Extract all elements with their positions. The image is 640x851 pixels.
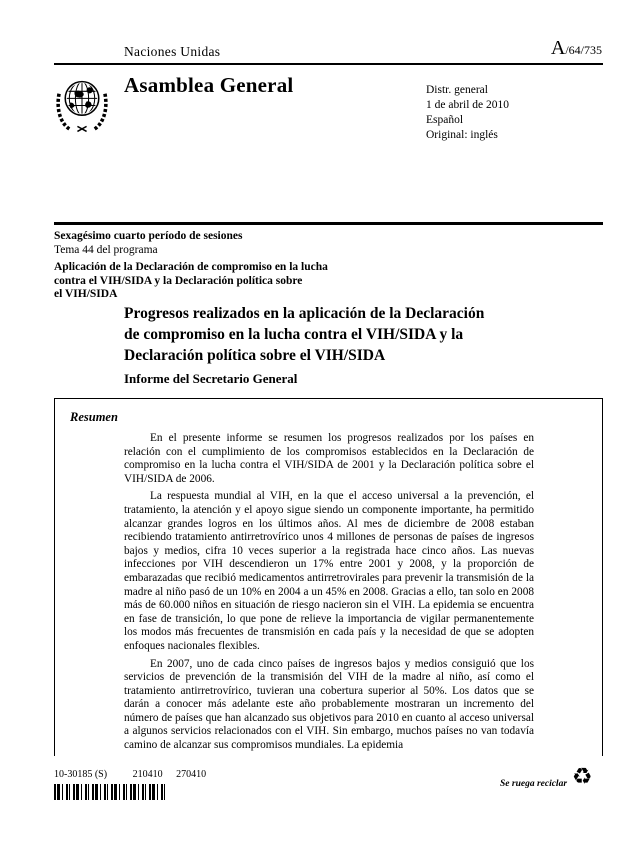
session-rule [54,222,603,225]
barcode [54,784,166,800]
distr-line: Original: inglés [426,129,498,141]
session-number: Sexagésimo cuarto período de sesiones [54,230,243,242]
org-name: Naciones Unidas [124,44,221,59]
session-info [54,230,414,302]
distr-line: Español [426,114,464,126]
assembly-title: Asamblea General [124,73,294,97]
summary-paragraph: En 2007, uno de cada cinco países de ingresos bajos y medios consiguió que los servicios de prevención de la transmisión del VIH de la madre al niño, así como el tratamiento antirretrovírico, tuvieran una cobertura superior al 50%. Los datos que se darán a conocer más adelante este año probablemente mostraran un incremento del número de países que han alcanzado sus objetivos para 2010 en cuanto al acceso universal a algunos servicios relacionados con el VIH. Sin embargo, muchos países no van todavía camino de alcanzar sus compromisos mundiales. La epidemia [124,657,534,752]
distribution-info [426,83,509,143]
un-emblem-icon [55,72,109,134]
report-title-line: Progresos realizados en la aplicación de la Declaración [124,305,485,322]
footer-date-code: 210410 [132,769,163,780]
document-symbol-number: /64/735 [565,43,602,57]
summary-paragraph: La respuesta mundial al VIH, en la que el acceso universal a la prevención, el tratamiento, la atención y el apoyo sigue siendo un componente importante, ha permitido alcanzar grandes logros en los últimos años. Al mes de diciembre de 2008 estaban recibiendo tratamiento antirretrovírico unos 4 millones de personas de países de ingresos bajos y medios, cifra 10 veces superior a la registrada hace cinco años. Las nuevas infecciones por VIH descendieron un 17% entre 2001 y 2008, y la proporción de embarazadas que recibió medicamentos antirretrovirales para prevenir la transmisión de la madre al niño pasó de un 10% en 2004 a un 45% en 2008. Gracias a ello, tan solo en 2008 más de 60.000 niños en situación de riesgo nacieron sin el VIH. La epidemia se encuentra en fase de transición, lo que pone de relieve la importancia de vigilar permanentemente los modos más frecuentes de transmisión en cada país y la necesidad de que se adopten enfoques nacionales flexibles. [124,490,534,652]
summary-paragraph: En el presente informe se resumen los progresos realizados por los países en relación con el cumplimiento de los compromisos establecidos en la Declaración de compromiso en la lucha contra el VIH/SIDA de 2001 y la Declaración política sobre el VIH/SIDA de 2006. [124,432,534,485]
agenda-item-title-line: el VIH/SIDA [54,288,118,300]
agenda-item-number: Tema 44 del programa [54,243,158,256]
footer-date-code: 270410 [176,769,207,780]
distr-line: Distr. general [426,84,488,96]
footer-doc-codes [54,769,206,780]
document-symbol [551,37,602,60]
footer-doc-code: 10-30185 (S) [54,769,108,780]
document-symbol-letter: A [550,37,566,59]
report-title-line: Declaración política sobre el VIH/SIDA [124,347,386,364]
summary-body [124,432,534,753]
distr-line: 1 de abril de 2010 [426,99,510,111]
report-title [124,303,484,366]
agenda-item-title-line: contra el VIH/SIDA y la Declaración política sobre [54,274,303,287]
summary-label: Resumen [70,410,118,424]
agenda-item-title-line: Aplicación de la Declaración de compromiso en la lucha [54,261,328,273]
recycle-icon: ♻ [572,764,593,790]
recycle-note: Se ruega reciclar [500,779,568,789]
header-rule [54,63,603,65]
report-subtitle: Informe del Secretario General [124,371,298,386]
report-title-line: de compromiso en la lucha contra el VIH/SIDA y la [124,326,464,343]
summary-box [54,398,603,756]
